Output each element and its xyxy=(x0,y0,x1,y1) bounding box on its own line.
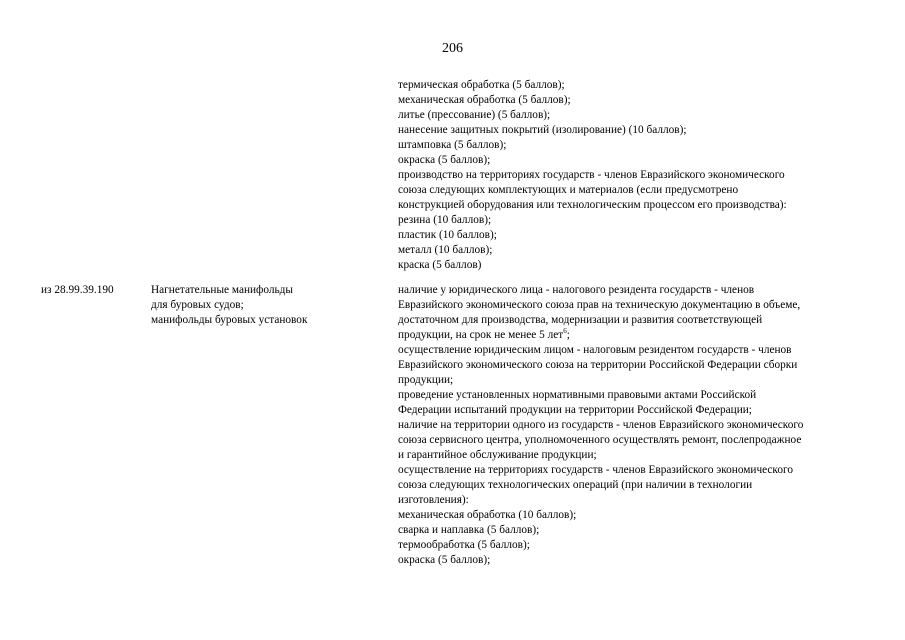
product-code: из 28.99.39.190 xyxy=(41,284,114,296)
requirement-line: осуществление юридическим лицом - налоговым резидентом государств - членов xyxy=(398,344,792,356)
requirement-text-end: ; xyxy=(566,329,570,341)
requirement-line: резина (10 баллов); xyxy=(398,214,492,226)
footnote-marker: 6 xyxy=(563,327,567,336)
requirement-line: и гарантийное обслуживание продукции; xyxy=(398,449,597,461)
requirement-line: металл (10 баллов); xyxy=(398,244,493,256)
requirement-line: проведение установленных нормативными правовыми актами Российской xyxy=(398,389,757,401)
requirement-line: союза сервисного центра, уполномоченного осуществлять ремонт, послепродажное xyxy=(398,434,802,446)
requirement-line: Евразийского экономического союза на территории Российской Федерации сборки xyxy=(398,359,798,371)
requirement-line: союза следующих комплектующих и материалов (если предусмотрено xyxy=(398,184,739,196)
requirement-line: окраска (5 баллов); xyxy=(398,554,491,566)
requirement-line: осуществление на территориях государств - членов Евразийского экономического xyxy=(398,464,793,476)
requirement-line: механическая обработка (5 баллов); xyxy=(398,94,571,106)
requirement-line: конструкцией оборудования или технологическим процессом его производства): xyxy=(398,199,787,211)
requirement-line: производство на территориях государств - членов Евразийского экономического xyxy=(398,169,785,181)
requirement-line: Федерации испытаний продукции на территории Российской Федерации; xyxy=(398,404,752,416)
product-name-line: для буровых судов; xyxy=(151,299,244,311)
requirement-line: нанесение защитных покрытий (изолирование) (10 баллов); xyxy=(398,124,687,136)
product-name xyxy=(151,283,307,328)
requirement-line: штамповка (5 баллов); xyxy=(398,139,507,151)
requirement-line-footnoted xyxy=(398,328,803,343)
requirement-line: наличие на территории одного из государств - членов Евразийского экономического xyxy=(398,419,804,431)
continuation-requirements xyxy=(398,78,787,273)
requirement-line: механическая обработка (10 баллов); xyxy=(398,509,577,521)
requirement-line: термообработка (5 баллов); xyxy=(398,539,530,551)
requirement-line: достаточном для производства, модернизации и развития соответствующей xyxy=(398,314,763,326)
product-name-line: манифольды буровых установок xyxy=(151,314,308,326)
requirement-line: продукции; xyxy=(398,374,454,386)
product-name-line: Нагнетательные манифольды xyxy=(151,284,293,296)
requirement-line: термическая обработка (5 баллов); xyxy=(398,79,565,91)
requirement-line: союза следующих технологических операций (при наличии в технологии xyxy=(398,479,753,491)
requirement-line: сварка и наплавка (5 баллов); xyxy=(398,524,540,536)
requirement-text: продукции, на срок не менее 5 лет xyxy=(398,329,564,341)
entry-requirements xyxy=(398,283,803,568)
requirement-line: пластик (10 баллов); xyxy=(398,229,497,241)
requirement-line: наличие у юридического лица - налогового резидента государств - членов xyxy=(398,284,755,296)
requirement-line: краска (5 баллов) xyxy=(398,259,482,271)
requirement-line: литье (прессование) (5 баллов); xyxy=(398,109,551,121)
requirement-line: Евразийского экономического союза прав на техническую документацию в объеме, xyxy=(398,299,801,311)
page-number: 206 xyxy=(442,41,463,56)
requirement-line: изготовления): xyxy=(398,494,469,506)
requirement-line: окраска (5 баллов); xyxy=(398,154,491,166)
